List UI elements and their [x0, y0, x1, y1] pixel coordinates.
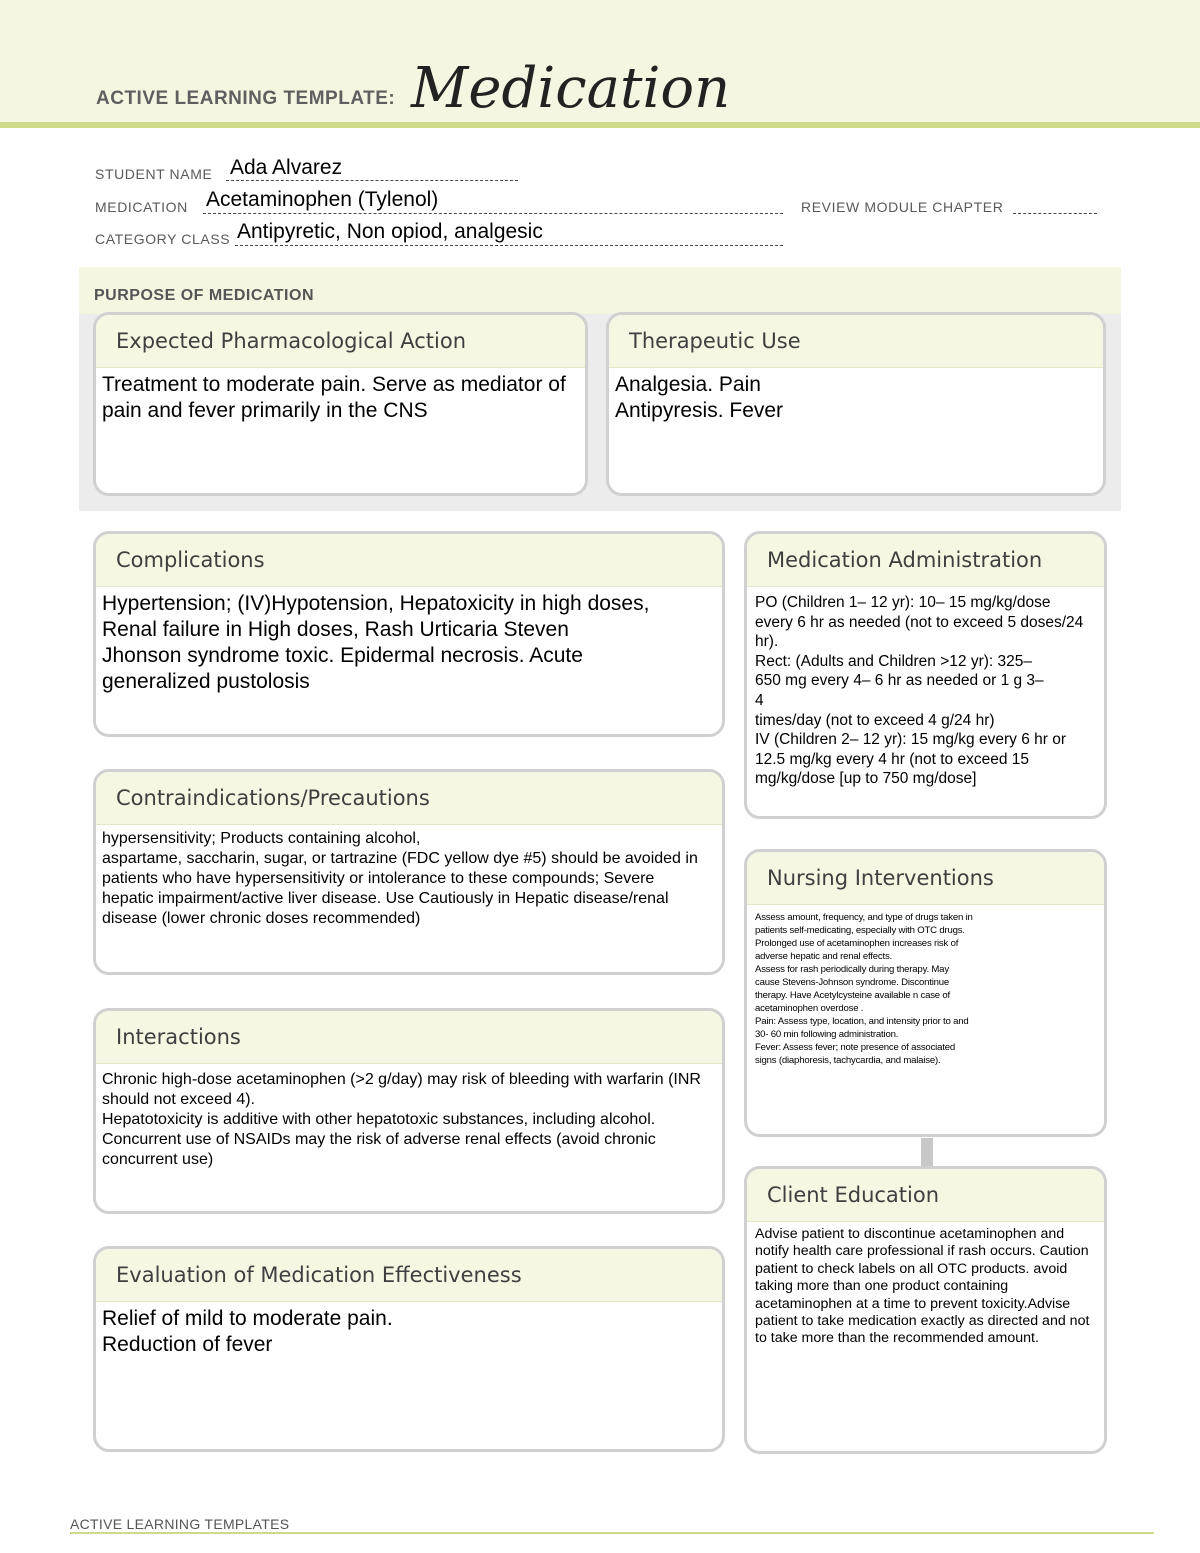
purpose-label: PURPOSE OF MEDICATION: [94, 287, 314, 304]
box-connector: [921, 1138, 933, 1166]
evaluation-text[interactable]: Relief of mild to moderate pain. Reduction of fever: [102, 1307, 393, 1356]
evaluation-header: [96, 1249, 722, 1302]
therapeutic-use-title: Therapeutic Use: [629, 329, 801, 353]
expected-action-text[interactable]: Treatment to moderate pain. Serve as mediator of pain and fever primarily in the CNS: [102, 373, 566, 422]
medication-field[interactable]: Acetaminophen (Tylenol): [206, 188, 439, 211]
interactions-title: Interactions: [116, 1025, 241, 1049]
category-class-line: [235, 245, 783, 246]
review-module-line: [1013, 213, 1097, 214]
therapeutic-use-header: [609, 315, 1103, 368]
nursing-header: [747, 852, 1104, 905]
education-title: Client Education: [767, 1183, 940, 1207]
interactions-text[interactable]: Chronic high-dose acetaminophen (>2 g/day) may risk of bleeding with warfarin (INR should not exceed 4). Hepatotoxicity is additive with other hepatotoxic substances, including alcohol. Concurrent use of NSAIDs may the risk of adverse renal effects (avoid chronic concurrent use): [102, 1071, 701, 1168]
category-class-field[interactable]: Antipyretic, Non opiod, analgesic: [237, 220, 543, 243]
administration-text[interactable]: PO (Children 1– 12 yr): 10– 15 mg/kg/dose every 6 hr as needed (not to exceed 5 doses/24 hr). Rect: (Adults and Children >12 yr): 325– 650 mg every 4– 6 hr as needed or 1 g 3– 4 times/day (not to exceed 4 g/24 hr) IV (Children 2– 12 yr): 15 mg/kg every 6 hr or 12.5 mg/kg every 4 hr (not to exceed 15 mg/kg/dose [up to 750 mg/dose]: [755, 594, 1084, 788]
therapeutic-use-text[interactable]: Analgesia. Pain Antipyresis. Fever: [615, 373, 784, 422]
expected-action-title: Expected Pharmacological Action: [116, 329, 467, 353]
nursing-text[interactable]: Assess amount, frequency, and type of drugs taken in patients self-medicating, especially with OTC drugs. Prolonged use of acetaminophen increases risk of adverse hepatic and renal effects. Assess for rash periodically during therapy. May cause Stevens-Johnson syndrome. Discontinue therapy. Have Acetylcysteine available n case of acetaminophen overdose . Pain: Assess type, location, and intensity prior to and 30- 60 min following administration. Fever: Assess fever; note presence of associated signs (diaphoresis, tachycardia, and malaise).: [755, 912, 973, 1066]
review-module-label: REVIEW MODULE CHAPTER: [801, 199, 1004, 215]
evaluation-box: [93, 1246, 725, 1452]
education-text[interactable]: Advise patient to discontinue acetaminophen and notify health care professional if rash occurs. Caution patient to check labels on all OTC products. avoid taking more than one product containing acetaminophen at a time to prevent toxicity.Advise patient to take medication exactly as directed and not to take more than the recommended amount.: [755, 1226, 1090, 1347]
contraindications-box: [93, 769, 725, 975]
template-label: ACTIVE LEARNING TEMPLATE:: [96, 88, 396, 109]
complications-text[interactable]: Hypertension; (IV)Hypotension, Hepatoxicity in high doses, Renal failure in High doses, Rash Urticaria Steven Jhonson syndrome toxic. Epidermal necrosis. Acute generalized pustolosis: [102, 592, 650, 693]
contraindications-text[interactable]: hypersensitivity; Products containing alcohol, aspartame, saccharin, sugar, or tartrazine (FDC yellow dye #5) should be avoided in patients who have hypersensitivity or intolerance to these compounds; Severe hepatic impairment/active liver disease. Use Cautiously in Hepatic disease/renal disease (lower chronic doses recommended): [102, 830, 698, 927]
education-header: [747, 1169, 1104, 1222]
expected-action-header: [96, 315, 585, 368]
complications-header: [96, 534, 722, 587]
header-rule: [0, 122, 1200, 128]
medication-line: [203, 213, 783, 214]
expected-action-box: [93, 312, 588, 496]
page-title: Medication: [411, 56, 731, 121]
footer-rule: [70, 1532, 1154, 1534]
therapeutic-use-box: [606, 312, 1106, 496]
student-name-label: STUDENT NAME: [95, 166, 213, 182]
education-box: [744, 1166, 1107, 1454]
student-name-line: [226, 180, 518, 181]
footer-label: ACTIVE LEARNING TEMPLATES: [70, 1516, 290, 1532]
interactions-box: [93, 1008, 725, 1214]
nursing-title: Nursing Interventions: [767, 866, 994, 890]
nursing-box: [744, 849, 1107, 1137]
evaluation-title: Evaluation of Medication Effectiveness: [116, 1263, 522, 1287]
student-name-field[interactable]: Ada Alvarez: [230, 156, 343, 179]
administration-header: [747, 534, 1104, 587]
complications-title: Complications: [116, 548, 265, 572]
complications-box: [93, 531, 725, 737]
category-class-label: CATEGORY CLASS: [95, 231, 231, 247]
administration-box: [744, 531, 1107, 819]
administration-title: Medication Administration: [767, 548, 1043, 572]
interactions-header: [96, 1011, 722, 1064]
contraindications-title: Contraindications/Precautions: [116, 786, 430, 810]
contraindications-header: [96, 772, 722, 825]
medication-label: MEDICATION: [95, 199, 188, 215]
